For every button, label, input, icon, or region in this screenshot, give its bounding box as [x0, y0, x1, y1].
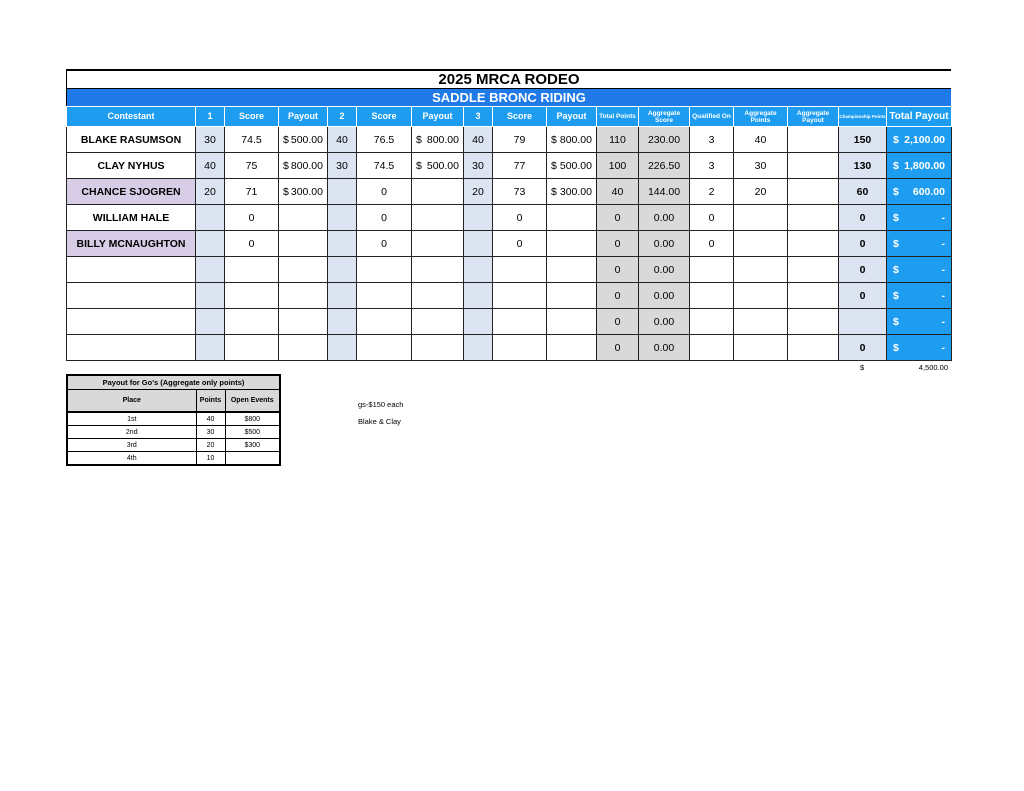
go3-payout-cell[interactable] — [547, 231, 597, 257]
payout-row — [67, 452, 280, 466]
go2-score-cell[interactable]: 74.5 — [357, 153, 412, 179]
payout-header-points: Points — [196, 390, 225, 413]
table-row — [67, 309, 952, 335]
go3-payout-cell[interactable] — [547, 257, 597, 283]
go3-payout-cell-currency: $ — [551, 185, 557, 198]
col-go2[interactable]: 2 — [328, 107, 357, 127]
note-gs: gs-$150 each — [358, 400, 404, 409]
table-row — [67, 153, 952, 179]
event-title: SADDLE BRONC RIDING — [66, 89, 951, 106]
go3-points-cell[interactable]: 20 — [464, 179, 493, 205]
go3-score-cell[interactable] — [493, 335, 547, 361]
table-row — [67, 257, 952, 283]
go2-payout-cell[interactable] — [412, 309, 464, 335]
payout-table — [66, 374, 281, 466]
aggregate-points-cell[interactable] — [734, 205, 788, 231]
go1-payout-cell[interactable] — [279, 179, 328, 205]
contestant-name[interactable]: WILLIAM HALE — [67, 205, 196, 231]
go3-score-cell[interactable]: 0 — [493, 205, 547, 231]
aggregate-points-cell[interactable]: 20 — [734, 179, 788, 205]
total-payout-cell-amount: - — [941, 341, 945, 354]
go1-payout-cell[interactable] — [279, 335, 328, 361]
go2-payout-cell[interactable] — [412, 127, 464, 153]
go3-payout-cell[interactable] — [547, 309, 597, 335]
qualified-on-cell[interactable]: 3 — [690, 127, 734, 153]
go1-payout-cell-currency: $ — [283, 159, 289, 172]
go1-payout-cell[interactable] — [279, 127, 328, 153]
go1-payout-cell-amount: 800.00 — [290, 159, 323, 172]
col-aggregate-points[interactable]: Aggregate Points — [734, 107, 788, 127]
aggregate-points-cell[interactable] — [734, 231, 788, 257]
championship-points-cell[interactable]: 0 — [839, 205, 887, 231]
col-contestant[interactable]: Contestant — [67, 107, 196, 127]
payout-open-events[interactable] — [225, 452, 280, 466]
go1-score-cell[interactable] — [225, 335, 279, 361]
go3-score-cell[interactable]: 73 — [493, 179, 547, 205]
total-payout-cell-amount: - — [941, 289, 945, 302]
payout-points[interactable]: 10 — [196, 452, 225, 466]
total-payout-cell-currency: $ — [893, 237, 899, 250]
col-aggregate-payout[interactable]: Aggregate Payout — [788, 107, 839, 127]
grand-total — [860, 363, 948, 375]
table-row — [67, 231, 952, 257]
go2-payout-cell[interactable] — [412, 153, 464, 179]
col-championship-points[interactable]: Championship Points — [839, 107, 887, 127]
aggregate-points-cell[interactable]: 30 — [734, 153, 788, 179]
col-score1[interactable]: Score — [225, 107, 279, 127]
contestant-name[interactable] — [67, 283, 196, 309]
championship-points-cell[interactable]: 150 — [839, 127, 887, 153]
go3-score-cell[interactable]: 77 — [493, 153, 547, 179]
payout-points[interactable]: 30 — [196, 426, 225, 439]
table-row — [67, 205, 952, 231]
aggregate-score-cell[interactable]: 0.00 — [639, 231, 690, 257]
contestant-name[interactable]: CHANCE SJOGREN — [67, 179, 196, 205]
table-row — [67, 335, 952, 361]
go1-score-cell[interactable]: 0 — [225, 231, 279, 257]
go3-payout-cell[interactable] — [547, 283, 597, 309]
go2-score-cell[interactable] — [357, 335, 412, 361]
championship-points-cell[interactable]: 0 — [839, 231, 887, 257]
go2-score-cell[interactable] — [357, 283, 412, 309]
total-payout-cell-currency: $ — [893, 211, 899, 224]
go2-points-cell[interactable] — [328, 309, 357, 335]
aggregate-score-cell[interactable]: 0.00 — [639, 205, 690, 231]
go1-points-cell[interactable] — [196, 231, 225, 257]
championship-points-cell[interactable]: 0 — [839, 283, 887, 309]
aggregate-payout-cell[interactable] — [788, 309, 839, 335]
qualified-on-cell[interactable] — [690, 283, 734, 309]
aggregate-score-cell[interactable]: 226.50 — [639, 153, 690, 179]
go3-points-cell[interactable]: 30 — [464, 153, 493, 179]
aggregate-points-cell[interactable] — [734, 283, 788, 309]
go1-payout-cell[interactable] — [279, 309, 328, 335]
col-go3[interactable]: 3 — [464, 107, 493, 127]
total-payout-cell-amount: 1,800.00 — [904, 159, 945, 172]
go1-points-cell[interactable] — [196, 309, 225, 335]
aggregate-points-cell[interactable]: 40 — [734, 127, 788, 153]
payout-place[interactable]: 3rd — [67, 439, 196, 452]
go3-points-cell[interactable] — [464, 335, 493, 361]
go1-points-cell[interactable] — [196, 335, 225, 361]
payout-row — [67, 439, 280, 452]
aggregate-score-cell[interactable]: 0.00 — [639, 283, 690, 309]
aggregate-payout-cell[interactable] — [788, 153, 839, 179]
contestant-name[interactable] — [67, 335, 196, 361]
go1-payout-cell[interactable] — [279, 231, 328, 257]
table-row — [67, 283, 952, 309]
aggregate-payout-cell[interactable] — [788, 127, 839, 153]
go3-payout-cell[interactable] — [547, 179, 597, 205]
aggregate-score-cell[interactable]: 0.00 — [639, 257, 690, 283]
go1-points-cell[interactable]: 40 — [196, 153, 225, 179]
total-payout-cell[interactable] — [887, 153, 952, 179]
go3-payout-cell-amount: 500.00 — [559, 159, 592, 172]
total-payout-cell-amount: 2,100.00 — [904, 133, 945, 146]
col-payout3[interactable]: Payout — [547, 107, 597, 127]
total-payout-cell[interactable] — [887, 205, 952, 231]
grand-total-value: 4,500.00 — [918, 363, 948, 372]
payout-place[interactable]: 4th — [67, 452, 196, 466]
total-payout-cell[interactable] — [887, 179, 952, 205]
total-points-cell[interactable]: 0 — [597, 231, 639, 257]
go1-points-cell[interactable]: 30 — [196, 127, 225, 153]
col-go1[interactable]: 1 — [196, 107, 225, 127]
go2-points-cell[interactable]: 40 — [328, 127, 357, 153]
go3-score-cell[interactable] — [493, 283, 547, 309]
go2-payout-cell[interactable] — [412, 179, 464, 205]
total-payout-cell-currency: $ — [893, 315, 899, 328]
go3-payout-cell-currency: $ — [551, 133, 557, 146]
go2-payout-cell[interactable] — [412, 335, 464, 361]
go1-payout-cell[interactable] — [279, 257, 328, 283]
go2-score-cell[interactable]: 0 — [357, 231, 412, 257]
go1-score-cell[interactable] — [225, 309, 279, 335]
total-payout-cell-currency: $ — [893, 159, 899, 172]
results-table — [66, 106, 952, 361]
go1-payout-cell-currency: $ — [283, 185, 289, 198]
total-payout-cell-currency: $ — [893, 341, 899, 354]
go3-payout-cell-currency: $ — [551, 159, 557, 172]
go1-payout-cell[interactable] — [279, 205, 328, 231]
total-payout-cell-amount: 600.00 — [912, 185, 945, 198]
aggregate-points-cell[interactable] — [734, 335, 788, 361]
qualified-on-cell[interactable] — [690, 257, 734, 283]
qualified-on-cell[interactable]: 3 — [690, 153, 734, 179]
go2-payout-cell-currency: $ — [416, 133, 422, 146]
total-payout-cell[interactable] — [887, 127, 952, 153]
results-sheet — [66, 69, 951, 361]
aggregate-score-cell[interactable]: 0.00 — [639, 309, 690, 335]
qualified-on-cell[interactable] — [690, 309, 734, 335]
go2-points-cell[interactable] — [328, 205, 357, 231]
total-points-cell[interactable]: 0 — [597, 335, 639, 361]
championship-points-cell[interactable]: 130 — [839, 153, 887, 179]
contestant-name[interactable] — [67, 257, 196, 283]
aggregate-payout-cell[interactable] — [788, 257, 839, 283]
payout-points[interactable]: 40 — [196, 412, 225, 426]
col-payout1[interactable]: Payout — [279, 107, 328, 127]
sheet-title: 2025 MRCA RODEO — [66, 69, 951, 89]
go2-points-cell[interactable] — [328, 335, 357, 361]
go3-payout-cell-amount: 300.00 — [559, 185, 592, 198]
contestant-name[interactable] — [67, 309, 196, 335]
aggregate-score-cell[interactable]: 230.00 — [639, 127, 690, 153]
go3-points-cell[interactable] — [464, 231, 493, 257]
aggregate-points-cell[interactable] — [734, 257, 788, 283]
total-payout-cell[interactable] — [887, 335, 952, 361]
go1-score-cell[interactable]: 75 — [225, 153, 279, 179]
payout-row — [67, 426, 280, 439]
championship-points-cell[interactable] — [839, 309, 887, 335]
go1-points-cell[interactable] — [196, 283, 225, 309]
total-payout-cell-currency: $ — [893, 133, 899, 146]
qualified-on-cell[interactable]: 0 — [690, 205, 734, 231]
go3-points-cell[interactable] — [464, 205, 493, 231]
aggregate-payout-cell[interactable] — [788, 179, 839, 205]
contestant-name[interactable]: CLAY NYHUS — [67, 153, 196, 179]
aggregate-points-cell[interactable] — [734, 309, 788, 335]
total-points-cell[interactable]: 40 — [597, 179, 639, 205]
go1-payout-cell[interactable] — [279, 153, 328, 179]
go3-payout-cell[interactable] — [547, 205, 597, 231]
col-score2[interactable]: Score — [357, 107, 412, 127]
go1-score-cell[interactable] — [225, 283, 279, 309]
payout-row — [67, 412, 280, 426]
go3-points-cell[interactable] — [464, 257, 493, 283]
go3-payout-cell-amount: 800.00 — [559, 133, 592, 146]
go2-score-cell[interactable] — [357, 309, 412, 335]
go3-score-cell[interactable] — [493, 257, 547, 283]
total-payout-cell-amount: - — [941, 315, 945, 328]
go2-score-cell[interactable]: 76.5 — [357, 127, 412, 153]
aggregate-score-cell[interactable]: 144.00 — [639, 179, 690, 205]
go3-score-cell[interactable] — [493, 309, 547, 335]
col-aggregate-score[interactable]: Aggregate Score — [639, 107, 690, 127]
qualified-on-cell[interactable]: 2 — [690, 179, 734, 205]
go1-score-cell[interactable] — [225, 257, 279, 283]
col-score3[interactable]: Score — [493, 107, 547, 127]
go1-payout-cell-amount: 500.00 — [290, 133, 323, 146]
go2-points-cell[interactable] — [328, 257, 357, 283]
go1-payout-cell[interactable] — [279, 283, 328, 309]
table-row — [67, 127, 952, 153]
go1-score-cell[interactable]: 74.5 — [225, 127, 279, 153]
total-payout-cell-currency: $ — [893, 263, 899, 276]
qualified-on-cell[interactable] — [690, 335, 734, 361]
go1-score-cell[interactable]: 0 — [225, 205, 279, 231]
go3-payout-cell[interactable] — [547, 127, 597, 153]
go2-payout-cell[interactable] — [412, 231, 464, 257]
total-payout-cell[interactable] — [887, 257, 952, 283]
go1-points-cell[interactable] — [196, 205, 225, 231]
go2-points-cell[interactable] — [328, 283, 357, 309]
qualified-on-cell[interactable]: 0 — [690, 231, 734, 257]
payout-header-place: Place — [67, 390, 196, 413]
note-names: Blake & Clay — [358, 417, 401, 426]
go3-points-cell[interactable] — [464, 283, 493, 309]
total-payout-cell[interactable] — [887, 309, 952, 335]
go2-points-cell[interactable]: 30 — [328, 153, 357, 179]
go1-score-cell[interactable]: 71 — [225, 179, 279, 205]
col-total-points[interactable]: Total Points — [597, 107, 639, 127]
payout-table-title: Payout for Go's (Aggregate only points) — [67, 375, 280, 390]
total-payout-cell[interactable] — [887, 231, 952, 257]
total-points-cell[interactable]: 0 — [597, 257, 639, 283]
payout-points[interactable]: 20 — [196, 439, 225, 452]
total-points-cell[interactable]: 0 — [597, 205, 639, 231]
go3-points-cell[interactable] — [464, 309, 493, 335]
go2-score-cell[interactable]: 0 — [357, 205, 412, 231]
championship-points-cell[interactable]: 0 — [839, 335, 887, 361]
contestant-name[interactable]: BLAKE RASUMSON — [67, 127, 196, 153]
col-total-payout[interactable]: Total Payout — [887, 107, 952, 127]
total-payout-cell-amount: - — [941, 211, 945, 224]
total-payout-cell-currency: $ — [893, 289, 899, 302]
go2-score-cell[interactable]: 0 — [357, 179, 412, 205]
payout-open-events[interactable]: $500 — [225, 426, 280, 439]
total-points-cell[interactable]: 110 — [597, 127, 639, 153]
aggregate-payout-cell[interactable] — [788, 335, 839, 361]
payout-header-open-events: Open Events — [225, 390, 280, 413]
payout-open-events[interactable]: $300 — [225, 439, 280, 452]
go2-points-cell[interactable] — [328, 231, 357, 257]
total-payout-cell-currency: $ — [893, 185, 899, 198]
go3-payout-cell[interactable] — [547, 153, 597, 179]
go2-score-cell[interactable] — [357, 257, 412, 283]
championship-points-cell[interactable]: 0 — [839, 257, 887, 283]
championship-points-cell[interactable]: 60 — [839, 179, 887, 205]
go2-payout-cell-amount: 500.00 — [426, 159, 459, 172]
aggregate-score-cell[interactable]: 0.00 — [639, 335, 690, 361]
total-points-cell[interactable]: 0 — [597, 283, 639, 309]
table-row — [67, 179, 952, 205]
total-payout-cell-amount: - — [941, 263, 945, 276]
grand-total-currency: $ — [860, 363, 865, 372]
header-row — [67, 107, 952, 127]
go2-payout-cell-currency: $ — [416, 159, 422, 172]
go1-points-cell[interactable] — [196, 257, 225, 283]
total-payout-cell-amount: - — [941, 237, 945, 250]
col-payout2[interactable]: Payout — [412, 107, 464, 127]
go2-payout-cell[interactable] — [412, 205, 464, 231]
go1-payout-cell-amount: 300.00 — [290, 185, 323, 198]
total-points-cell[interactable]: 0 — [597, 309, 639, 335]
go2-payout-cell[interactable] — [412, 257, 464, 283]
go2-payout-cell[interactable] — [412, 283, 464, 309]
col-qualified-on[interactable]: Qualified On — [690, 107, 734, 127]
go1-points-cell[interactable]: 20 — [196, 179, 225, 205]
aggregate-payout-cell[interactable] — [788, 231, 839, 257]
payout-place[interactable]: 2nd — [67, 426, 196, 439]
go3-points-cell[interactable]: 40 — [464, 127, 493, 153]
go3-payout-cell[interactable] — [547, 335, 597, 361]
go3-score-cell[interactable]: 0 — [493, 231, 547, 257]
go1-payout-cell-currency: $ — [283, 133, 289, 146]
go3-score-cell[interactable]: 79 — [493, 127, 547, 153]
aggregate-payout-cell[interactable] — [788, 205, 839, 231]
payout-place[interactable]: 1st — [67, 412, 196, 426]
payout-open-events[interactable]: $800 — [225, 412, 280, 426]
total-payout-cell[interactable] — [887, 283, 952, 309]
contestant-name[interactable]: BILLY MCNAUGHTON — [67, 231, 196, 257]
aggregate-payout-cell[interactable] — [788, 283, 839, 309]
go2-payout-cell-amount: 800.00 — [426, 133, 459, 146]
total-points-cell[interactable]: 100 — [597, 153, 639, 179]
go2-points-cell[interactable] — [328, 179, 357, 205]
